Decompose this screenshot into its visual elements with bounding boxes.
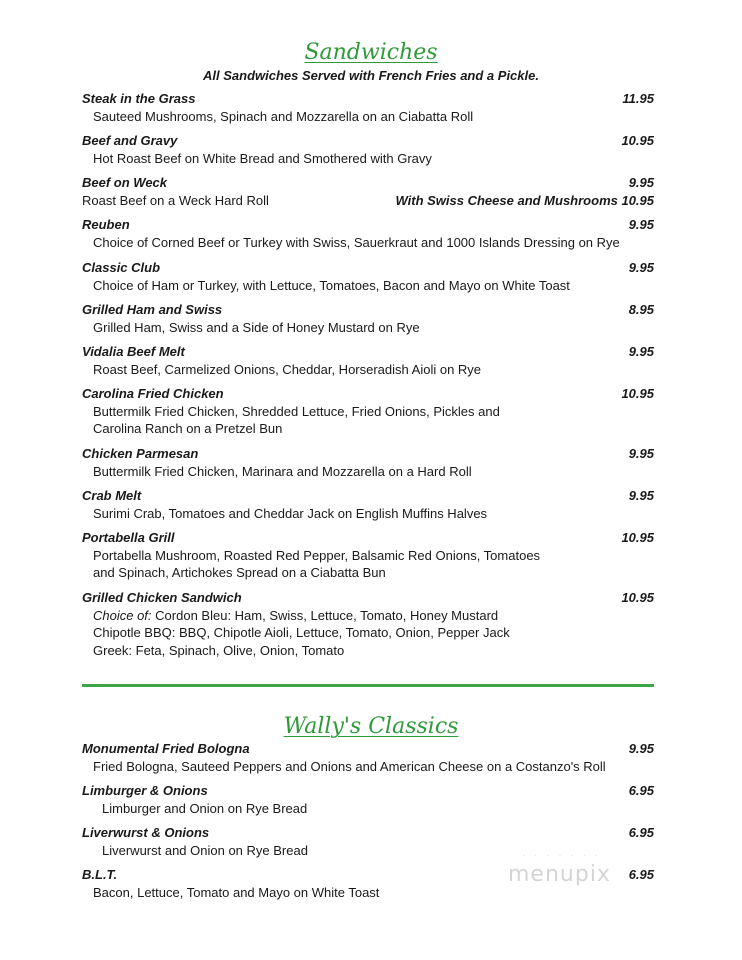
menu-item xyxy=(82,216,654,251)
classics-title: Wally's Classics xyxy=(283,714,459,739)
menu-item xyxy=(82,740,654,775)
item-description: Choice of Ham or Turkey, with Lettuce, Tomatoes, Bacon and Mayo on White Toast xyxy=(93,277,570,293)
item-name: Beef and Gravy xyxy=(82,133,178,148)
item-price: 9.95 xyxy=(628,217,654,232)
item-name: Beef on Weck xyxy=(82,175,168,190)
item-price: 9.95 xyxy=(628,175,654,190)
item-description: Hot Roast Beef on White Bread and Smothered with Gravy xyxy=(93,150,432,166)
item-name: Crab Melt xyxy=(82,488,142,503)
item-price: 9.95 xyxy=(628,344,654,359)
item-name: Vidalia Beef Melt xyxy=(82,344,185,359)
section-divider xyxy=(82,684,654,687)
watermark-dots: · · · · · · · xyxy=(522,850,601,861)
item-name: Chicken Parmesan xyxy=(82,446,199,461)
item-description: Portabella Mushroom, Roasted Red Pepper, Balsamic Red Onions, Tomatoes xyxy=(93,547,541,563)
item-price: 10.95 xyxy=(621,530,654,545)
item-price: 6.95 xyxy=(628,825,654,840)
item-description: and Spinach, Artichokes Spread on a Ciabatta Bun xyxy=(93,565,386,580)
item-price: 11.95 xyxy=(622,91,654,106)
item-price: 9.95 xyxy=(628,741,654,756)
menu-item xyxy=(82,445,654,480)
sandwiches-subtitle: All Sandwiches Served with French Fries and a Pickle. xyxy=(203,68,539,83)
item-price: 6.95 xyxy=(628,783,654,798)
choice-label: Choice of: xyxy=(93,607,152,623)
item-price: 10.95 xyxy=(621,386,654,401)
item-description: Bacon, Lettuce, Tomato and Mayo on White Toast xyxy=(93,884,380,900)
item-price: 6.95 xyxy=(628,867,654,882)
menu-item xyxy=(82,343,654,378)
item-description: Fried Bologna, Sauteed Peppers and Onions and American Cheese on a Costanzo's Roll xyxy=(93,758,606,774)
item-description: Carolina Ranch on a Pretzel Bun xyxy=(93,421,283,436)
menu-item xyxy=(82,385,654,438)
item-name: B.L.T. xyxy=(82,867,118,882)
choice-option: Cordon Bleu: Ham, Swiss, Lettuce, Tomato, Honey Mustard xyxy=(155,607,499,623)
item-description: Grilled Ham, Swiss and a Side of Honey Mustard on Rye xyxy=(93,319,420,335)
menu-item xyxy=(82,301,654,336)
item-description: Roast Beef on a Weck Hard Roll xyxy=(82,192,269,208)
item-price: 8.95 xyxy=(628,302,654,317)
item-name: Reuben xyxy=(82,217,130,232)
item-description: Buttermilk Fried Chicken, Shredded Lettuce, Fried Onions, Pickles and xyxy=(93,403,500,419)
item-description: Liverwurst and Onion on Rye Bread xyxy=(102,842,308,858)
menu-item xyxy=(82,132,654,167)
item-description xyxy=(82,607,654,625)
item-name: Portabella Grill xyxy=(82,530,175,545)
item-description: Choice of Corned Beef or Turkey with Swiss, Sauerkraut and 1000 Islands Dressing on Rye xyxy=(93,234,620,250)
item-name: Monumental Fried Bologna xyxy=(82,741,250,756)
item-price: 9.95 xyxy=(628,446,654,461)
item-name: Limburger & Onions xyxy=(82,783,208,798)
item-description: Roast Beef, Carmelized Onions, Cheddar, Horseradish Aioli on Rye xyxy=(93,361,482,377)
item-alt-price: With Swiss Cheese and Mushrooms 10.95 xyxy=(395,192,654,208)
menu-item xyxy=(82,487,654,522)
item-name: Grilled Ham and Swiss xyxy=(82,302,223,317)
item-name: Liverwurst & Onions xyxy=(82,825,210,840)
item-name: Carolina Fried Chicken xyxy=(82,386,224,401)
item-price: 10.95 xyxy=(621,133,654,148)
menu-item xyxy=(82,782,654,817)
menu-item xyxy=(82,589,654,659)
item-price: 10.95 xyxy=(621,590,654,605)
item-description: Sauteed Mushrooms, Spinach and Mozzarella on an Ciabatta Roll xyxy=(93,108,474,124)
menupix-watermark: menupix xyxy=(508,862,611,887)
item-name: Classic Club xyxy=(82,260,161,275)
item-name: Steak in the Grass xyxy=(82,91,196,106)
menu-item xyxy=(82,90,654,125)
item-name: Grilled Chicken Sandwich xyxy=(82,590,242,605)
item-description: Limburger and Onion on Rye Bread xyxy=(102,800,308,816)
item-description: Buttermilk Fried Chicken, Marinara and Mozzarella on a Hard Roll xyxy=(93,463,472,479)
menu-item xyxy=(82,259,654,294)
menu-item xyxy=(82,174,654,209)
sandwiches-title: Sandwiches xyxy=(304,40,438,65)
item-price: 9.95 xyxy=(628,260,654,275)
menu-item xyxy=(82,529,654,582)
item-description: Surimi Crab, Tomatoes and Cheddar Jack on English Muffins Halves xyxy=(93,505,488,521)
item-description: Greek: Feta, Spinach, Olive, Onion, Tomato xyxy=(93,642,345,658)
item-price: 9.95 xyxy=(628,488,654,503)
item-description: Chipotle BBQ: BBQ, Chipotle Aioli, Lettuce, Tomato, Onion, Pepper Jack xyxy=(93,625,510,640)
